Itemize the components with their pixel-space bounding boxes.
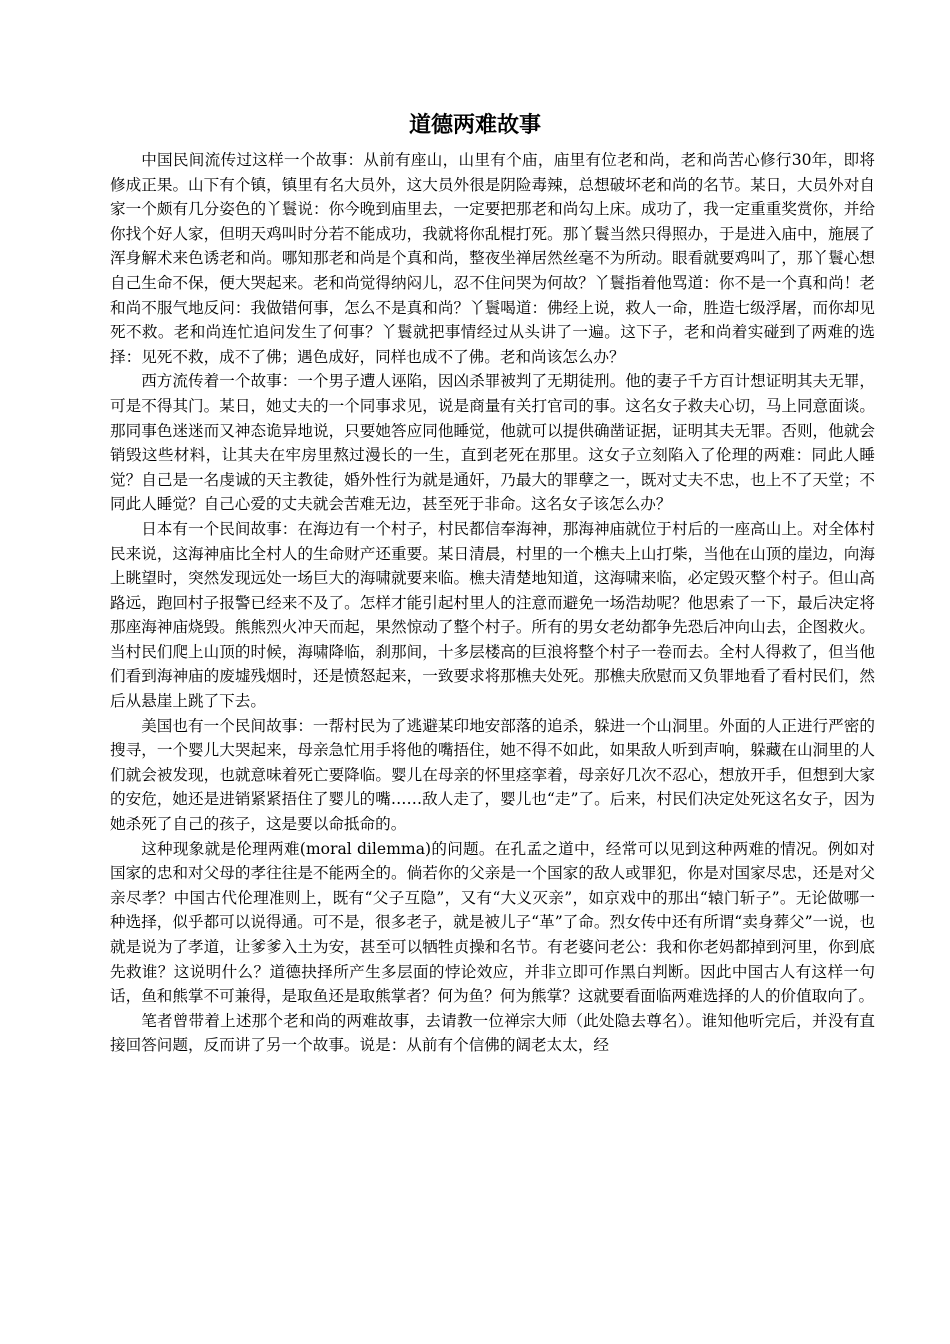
paragraph-chinese-monk-story: 中国民间流传过这样一个故事：从前有座山，山里有个庙，庙里有位老和尚，老和尚苦心修行30年，即将修成正果。山下有个镇，镇里有名大员外，这大员外很是阴险毒辣，总想破坏老和尚的名节。某日，大员外对自家一个颇有几分姿色的丫鬟说：你今晚到庙里去，一定要把那老和尚勾上床。成功了，我一定重重奖赏你，并给你找个好人家，但明天鸡叫时分若不能成功，我就将你乱棍打死。那丫鬟当然只得照办，于是进入庙中，施展了浑身解术来色诱老和尚。哪知那老和尚是个真和尚，整夜坐禅居然丝毫不为所动。眼看就要鸡叫了，那丫鬟心想自己生命不保，便大哭起来。老和尚觉得纳闷儿，忍不住问哭为何故？丫鬟指着他骂道：你不是一个真和尚！老和尚不服气地反问：我做错何事，怎么不是真和尚？丫鬟喝道：佛经上说，救人一命，胜造七级浮屠，而你却见死不救。老和尚连忙追问发生了何事？丫鬟就把事情经过从头讲了一遍。这下子，老和尚着实碰到了两难的选择：见死不救，成不了佛；遇色成好，同样也成不了佛。老和尚该怎么办？	[110, 151, 875, 366]
paragraph-moral-dilemma: 这种现象就是伦理两难(moral dilemma)的问题。在孔孟之道中，经常可以见到这种两难的情况。例如对国家的忠和对父母的孝往往是不能两全的。倘若你的父亲是一个国家的敌人或罪犯，你是对国家尽忠，还是对父亲尽孝？中国古代伦理准则上，既有“父子互隐”，又有“大义灭亲”，如京戏中的那出“辕门斩子”。无论做哪一种选择，似乎都可以说得通。可不是，很多老子，就是被儿子“革”了命。烈女传中还有所谓“卖身葬父”一说，也就是说为了孝道，让爹爹入土为安，甚至可以牺牲贞操和名节。有老婆问老公：我和你老妈都掉到河里，你到底先救谁？这说明什么？道德抉择所产生多层面的悖论效应，并非立即可作黑白判断。因此中国古人有这样一句话，鱼和熊掌不可兼得，是取鱼还是取熊掌者？何为鱼？何为熊掌？这就要看面临两难选择的人的价值取向了。	[110, 839, 875, 1006]
paragraph-japanese-story: 日本有一个民间故事：在海边有一个村子，村民都信奉海神，那海神庙就位于村后的一座高山上。对全体村民来说，这海神庙比全村人的生命财产还重要。某日清晨，村里的一个樵夫上山打柴，当他在山顶的崖边，向海上眺望时，突然发现远处一场巨大的海啸就要来临。樵夫清楚地知道，这海啸来临，必定毁灭整个村子。但山高路远，跑回村子报警已经来不及了。怎样才能引起村里人的注意而避免一场浩劫呢？他思索了一下，最后决定将那座海神庙烧毁。熊熊烈火冲天而起，果然惊动了整个村子。所有的男女老幼都争先恐后冲向山去，企图救火。当村民们爬上山顶的时候，海啸降临，刹那间，十多层楼高的巨浪将整个村子一卷而去。全村人得救了，但当他们看到海神庙的废墟残烟时，还是愤怒起来，一致要求将那樵夫处死。那樵夫欣慰而又负罪地看了看村民们，然后从悬崖上跳了下去。	[110, 519, 875, 711]
paragraph-western-story: 西方流传着一个故事：一个男子遭人诬陷，因凶杀罪被判了无期徒刑。他的妻子千方百计想证明其夫无罪，可是不得其门。某日，她丈夫的一个同事求见，说是商量有关打官司的事。这名女子救夫心切，马上同意面谈。那同事色迷迷而又神态诡异地说，只要她答应同他睡觉，他就可以提供确凿证据，证明其夫无罪。否则，他就会销毁这些材料，让其夫在牢房里熬过漫长的一生，直到老死在那里。这女子立刻陷入了伦理的两难：同此人睡觉？自己是一名虔诚的天主教徒，婚外性行为就是通奸，乃最大的罪孽之一，既对丈夫不忠，也上不了天堂；不同此人睡觉？自己心爱的丈夫就会苦难无边，甚至死于非命。这名女子该怎么办？	[110, 372, 875, 514]
document-title: 道德两难故事	[408, 112, 541, 138]
paragraph-american-story: 美国也有一个民间故事：一帮村民为了逃避某印地安部落的追杀，躲进一个山洞里。外面的人正进行严密的搜寻，一个婴儿大哭起来，母亲急忙用手将他的嘴捂住，她不得不如此，如果敌人听到声响，躲藏在山洞里的人们就会被发现，也就意味着死亡要降临。婴儿在母亲的怀里痉挛着，母亲好几次不忍心，想放开手，但想到大家的安危，她还是进销紧紧捂住了婴儿的嘴……敌人走了，婴儿也“走”了。后来，村民们决定处死这名女子，因为她杀死了自己的孩子，这是要以命抵命的。	[110, 716, 875, 834]
paragraph-zen-master: 笔者曾带着上述那个老和尚的两难故事，去请教一位禅宗大师（此处隐去尊名）。谁知他听完后，并没有直接回答问题，反而讲了另一个故事。说是：从前有个信佛的阔老太太，经	[110, 1011, 875, 1055]
document-body	[110, 148, 875, 1058]
